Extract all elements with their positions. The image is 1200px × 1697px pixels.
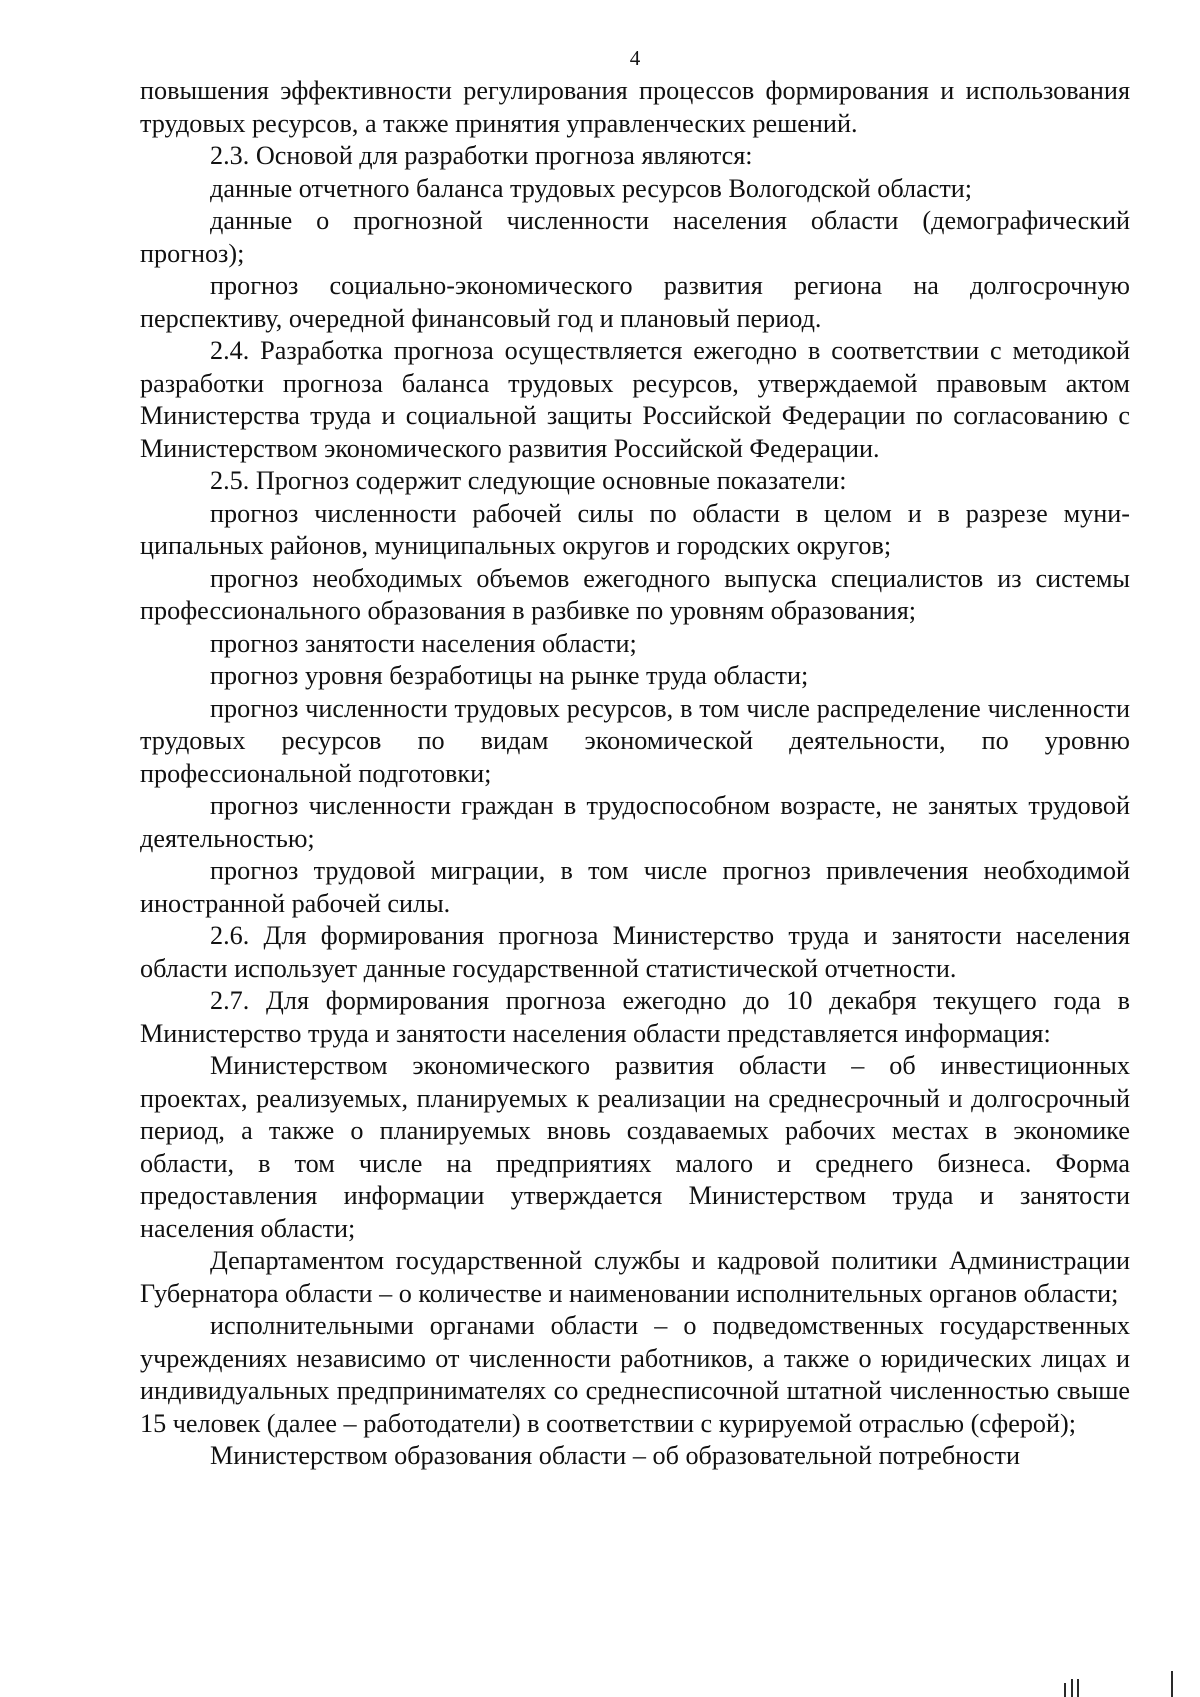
paragraph-list-item: данные о прогнозной численности населения области (демографический прогноз); [140, 206, 1130, 268]
paragraph-2-7: 2.7. Для формирования прогноза ежегодно до 10 декабря текущего года в Министерство труда и занятости населения области представляется информация: [140, 986, 1130, 1048]
paragraph-list-item: прогноз необходимых объемов ежегодного выпуска специалистов из системы профессионального образования в разбивке по уровням образования; [140, 563, 1130, 625]
paragraph-list-item: прогноз социально-экономического развития региона на долгосрочную перспективу, очередной финансовый год и плановый период. [140, 271, 1130, 333]
paragraph-list-item: Департаментом государственной службы и кадровой политики Администрации Губернатора области – о количестве и наименовании исполнительных органов области; [140, 1246, 1130, 1308]
document-body [140, 75, 1130, 1473]
scan-edge-mark [1071, 1679, 1073, 1697]
scan-edge-mark [1064, 1683, 1066, 1697]
paragraph-2-5-heading: 2.5. Прогноз содержит следующие основные показатели: [210, 466, 847, 495]
paragraph-2-4: 2.4. Разработка прогноза осуществляется ежегодно в соответствии с методикой разработки прогноза баланса трудовых ресурсов, утверждаемой правовым актом Министерства труда и социальной защиты Российской Федерации по согласованию с Министерством экономического развития Российской Федерации. [140, 336, 1130, 463]
paragraph-2-6: 2.6. Для формирования прогноза Министерство труда и занятости населения области использует данные государственной статистической отчетности. [140, 921, 1130, 983]
paragraph-list-item: данные отчетного баланса трудовых ресурсов Вологодской области; [210, 173, 973, 203]
paragraph-continuation: повышения эффективности регулирования процессов формирования и использования трудовых ресурсов, а также принятия управленческих решений. [140, 76, 1130, 138]
paragraph-list-item: прогноз численности трудовых ресурсов, в том числе распределение численности трудовых ресурсов по видам экономической деятельности, по уровню профессиональной подготовки; [140, 693, 1130, 788]
paragraph-list-item: прогноз уровня безработицы на рынке труда области; [210, 661, 809, 690]
paragraph-list-item: прогноз численности рабочей силы по области в целом и в разрезе муниципальных районов, муниципальных округов и городских округов; [140, 498, 1130, 560]
scan-edge-mark [1171, 1671, 1173, 1697]
paragraph-list-item: прогноз численности граждан в трудоспособном возрасте, не занятых трудовой деятельностью; [140, 791, 1130, 853]
page-number: 4 [629, 46, 641, 70]
paragraph-list-item: исполнительными органами области – о подведомственных государственных учреждениях независимо от численности работников, а также о юридических лицах и индивидуальных предпринимателях со среднесписочной штатной численностью свыше 15 человек (далее – работодатели) в соответствии с курируемой отраслью (сферой); [140, 1311, 1130, 1438]
paragraph-list-item: прогноз занятости населения области; [210, 628, 637, 658]
paragraph-2-3-heading: 2.3. Основой для разработки прогноза являются: [210, 141, 753, 170]
paragraph-list-item: прогноз трудовой миграции, в том числе прогноз привлечения необходимой иностранной рабочей силы. [140, 856, 1130, 918]
paragraph-list-item: Министерством образования области – об образовательной потребности [210, 1441, 1020, 1470]
scan-edge-mark [1077, 1679, 1079, 1697]
paragraph-list-item: Министерством экономического развития области – об инвестиционных проектах, реализуемых, планируемых к реализации на среднесрочный и долгосрочный период, а также о планируемых вновь создаваемых рабочих местах в экономике области, в том числе на предприятиях малого и среднего бизнеса. Форма предоставления информации утверждается Министерством труда и занятости населения области; [140, 1051, 1130, 1243]
